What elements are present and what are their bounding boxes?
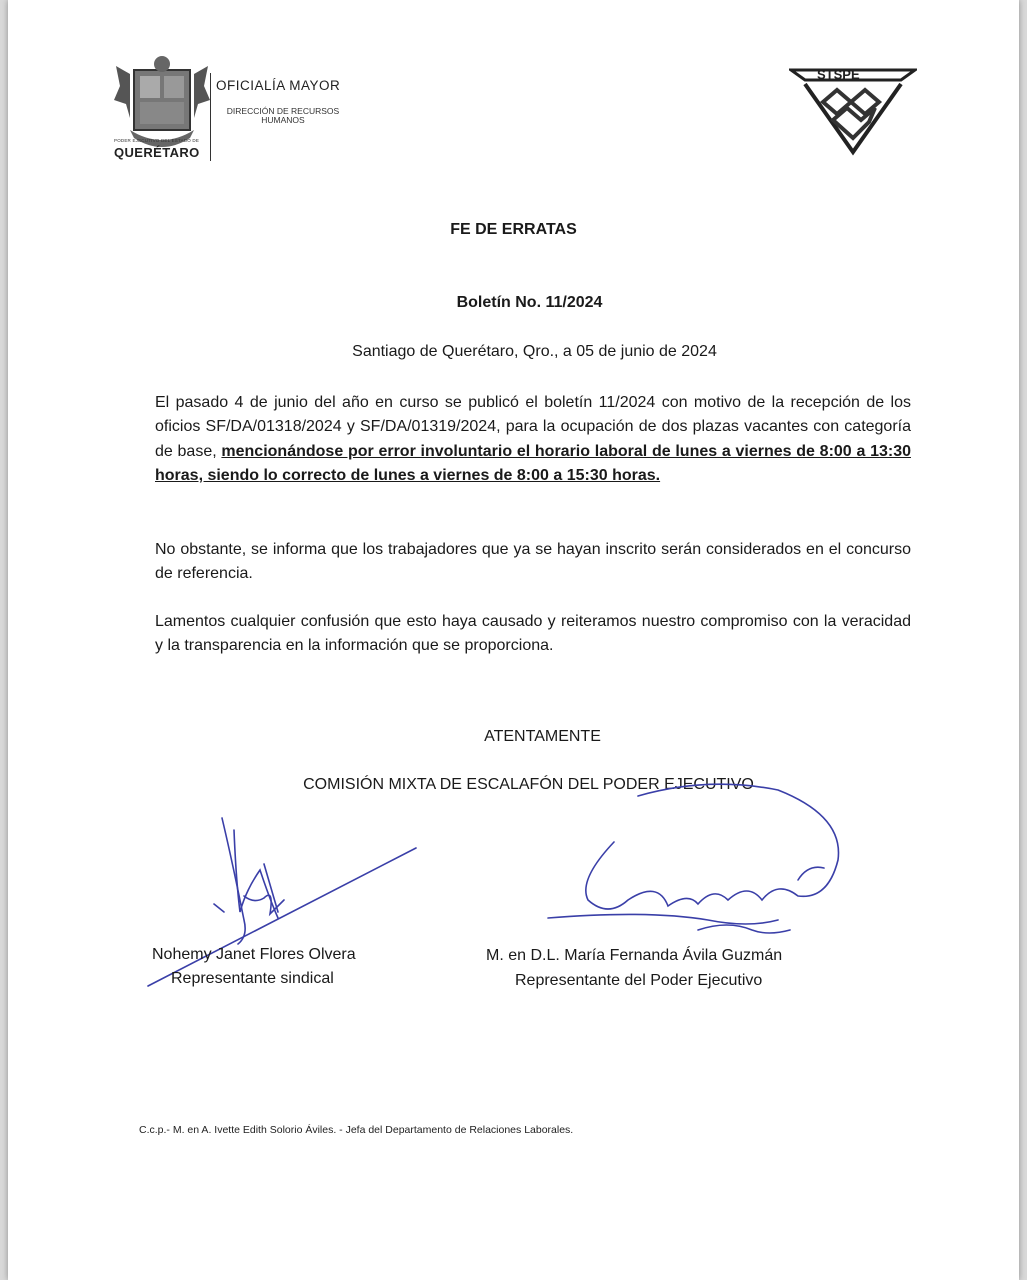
- direction-name: DIRECCIÓN DE RECURSOS HUMANOS: [226, 106, 340, 125]
- signatory-2-role: Representante del Poder Ejecutivo: [515, 972, 763, 989]
- paragraph-errata-intro: El pasado 4 de junio del año en curso se publicó el boletín 11/2024 con motivo de la recepción de los oficios SF/DA/01318/2024 y SF/DA/01319/2024, para la ocupación de dos plazas vacantes con categoría de base,: [155, 394, 911, 460]
- state-small-label: PODER EJECUTIVO DEL ESTADO DE: [114, 138, 200, 143]
- document-page: [8, 0, 1019, 1280]
- place-and-date: Santiago de Querétaro, Qro., a 05 de junio de 2024: [352, 343, 717, 360]
- stspe-union-logo: [789, 62, 917, 158]
- paragraph-notice: No obstante, se informa que los trabajadores que ya se hayan inscrito serán considerados en el concurso de referencia.: [155, 541, 911, 583]
- signatory-1-name: Nohemy Janet Flores Olvera: [152, 946, 356, 963]
- office-name: OFICIALÍA MAYOR: [216, 78, 341, 93]
- carbon-copy-note: C.c.p.- M. en A. Ivette Edith Solorio Áviles. - Jefa del Departamento de Relaciones Laborales.: [139, 1124, 574, 1136]
- state-name: QUERÉTARO: [114, 145, 200, 160]
- paragraph-apology: Lamentos cualquier confusión que esto haya causado y reiteramos nuestro compromiso con la veracidad y la transparencia en la información que se proporciona.: [155, 613, 911, 655]
- signatory-1-role: Representante sindical: [171, 970, 334, 987]
- stspe-logo-text: STSPE: [817, 67, 860, 82]
- bulletin-number: Boletín No. 11/2024: [456, 294, 603, 311]
- commission-name: COMISIÓN MIXTA DE ESCALAFÓN DEL PODER EJECUTIVO: [303, 776, 754, 793]
- header-divider: [210, 73, 211, 161]
- paragraph-errata: [155, 391, 911, 488]
- paragraph-errata-correction: mencionándose por error involuntario el horario laboral de lunes a viernes de 8:00 a 13:30 horas, siendo lo correcto de lunes a viernes de 8:00 a 15:30 horas.: [155, 442, 911, 484]
- signatory-2-name: M. en D.L. María Fernanda Ávila Guzmán: [486, 947, 783, 964]
- closing-salutation: ATENTAMENTE: [484, 728, 601, 745]
- document-title: FE DE ERRATAS: [450, 221, 577, 238]
